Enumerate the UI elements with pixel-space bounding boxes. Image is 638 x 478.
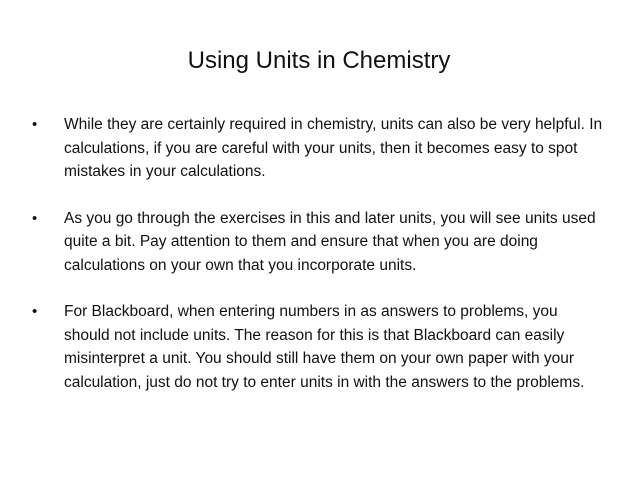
bullet-dot-icon: • [32,209,38,227]
bullet-item [30,207,605,278]
bullet-item [30,300,605,394]
bullet-text: While they are certainly required in chemistry, units can also be very helpful. In calculations, if you are careful with your units, then it becomes easy to spot mistakes in your calculations. [64,116,603,180]
bullet-text: For Blackboard, when entering numbers in as answers to problems, you should not include units. The reason for this is that Blackboard can easily misinterpret a unit. You should still have them on your own paper with your calculation, just do not try to enter units in with the answers to the problems. [64,303,585,391]
slide-title: Using Units in Chemistry [187,47,451,74]
bullet-list [30,113,605,417]
bullet-dot-icon: • [32,116,38,133]
bullet-dot-icon: • [32,303,38,320]
bullet-text: As you go through the exercises in this and later units, you will see units used quite a bit. Pay attention to them and ensure that when you are doing calculations on your own that you incorporate units. [64,209,596,274]
bullet-item [30,113,605,184]
